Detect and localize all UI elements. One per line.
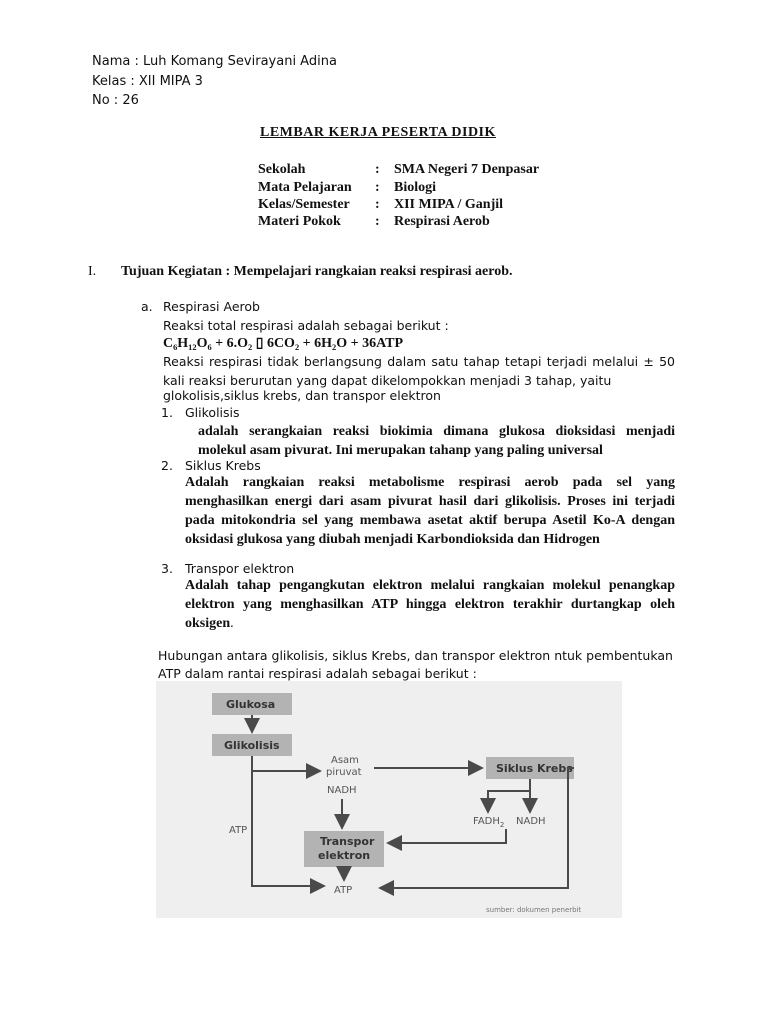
- info-label: Sekolah: [258, 162, 306, 177]
- page-title: LEMBAR KERJA PESERTA DIDIK: [260, 125, 496, 140]
- arrow-fadh-transpor: [388, 829, 506, 843]
- info-value: XII MIPA / Ganjil: [394, 197, 504, 212]
- section-number: I.: [88, 264, 97, 279]
- section-title: Tujuan Kegiatan : Mempelajari rangkaian reaksi respirasi aerob.: [121, 264, 513, 279]
- info-label: Mata Pelajaran: [258, 180, 352, 195]
- sub-a-marker: a.: [141, 299, 153, 314]
- info-colon: :: [375, 162, 380, 177]
- info-label: Materi Pokok: [258, 214, 341, 229]
- student-name: Nama : Luh Komang Sevirayani Adina: [92, 54, 337, 69]
- elektron-label: elektron: [318, 849, 371, 862]
- info-colon: :: [375, 214, 380, 229]
- arrow-krebs-fadh: [488, 779, 530, 812]
- nadh2-label: NADH: [516, 816, 546, 827]
- glukosa-label: Glukosa: [226, 698, 276, 711]
- hubungan-paragraph: Hubungan antara glikolisis, siklus Krebs, dan transpor elektron ntuk pembentukan ATP dalam rantai respirasi adalah sebagai berikut :: [158, 648, 673, 681]
- nadh-label: NADH: [327, 785, 357, 796]
- item-desc-glikolisis: adalah serangkaian reaksi biokimia dimana glukosa dioksidasi menjadi molekul asam pivurat. Ini merupakan tahanp yang paling universal: [198, 424, 675, 458]
- item-number: 1.: [161, 405, 173, 420]
- source-label: sumber: dokumen penerbit: [486, 906, 582, 914]
- item-desc-transpor-tail: .: [230, 616, 234, 631]
- atp-bottom-label: ATP: [334, 885, 353, 896]
- fadh-subscript: 2: [499, 821, 505, 829]
- item-number: 3.: [161, 561, 173, 576]
- sub-a-intro: Reaksi total respirasi adalah sebagai berikut :: [163, 318, 449, 333]
- sub-a-paragraph: Reaksi respirasi tidak berlangsung dalam satu tahap tetapi terjadi melalui ± 50 kali reaksi berurutan yang dapat dikelompokkan menjadi 3 tahap, yaitu: [163, 354, 675, 388]
- sub-a-title: Respirasi Aerob: [163, 299, 260, 314]
- asam-label: Asam: [331, 755, 359, 766]
- item-number: 2.: [161, 458, 173, 473]
- diagram-arrows: [252, 715, 574, 888]
- info-colon: :: [375, 197, 380, 212]
- info-label: Kelas/Semester: [258, 197, 350, 212]
- transpor-label: Transpor: [320, 835, 375, 848]
- glikolisis-label: Glikolisis: [224, 739, 280, 752]
- item-desc-krebs: Adalah rangkaian reaksi metabolisme respirasi aerob pada sel yang menghasilkan energi dari asam pivurat hasil dari glikolisis. Proses ini terjadi pada mitokondria sel yang membawa asetat aktif berupa Asetil Ko-A dengan oksidasi glukosa yang diubah menjadi Karbondioksida dan Hidrogen: [185, 475, 675, 547]
- item-desc-transpor-text: Adalah tahap pengangkutan elektron melalui rangkaian molekul penangkap elektron yang menghasilkan ATP hingga elektron terakhir durtangkap oleh oksigen: [185, 578, 675, 631]
- info-value: SMA Negeri 7 Denpasar: [394, 162, 540, 177]
- arrow-krebs-atp: [380, 768, 574, 888]
- siklus-krebs-label: Siklus Krebs: [496, 762, 573, 775]
- arrow-glikolisis-piruvat: [252, 756, 320, 771]
- student-class: Kelas : XII MIPA 3: [92, 74, 203, 89]
- info-value: Biologi: [394, 180, 437, 195]
- item-title-glikolisis: Glikolisis: [185, 405, 240, 420]
- atp-left-label: ATP: [229, 825, 248, 836]
- fadh-text: FADH: [473, 816, 500, 827]
- item-desc-transpor: [185, 576, 675, 633]
- info-value: Respirasi Aerob: [394, 214, 490, 229]
- fadh-label: [473, 816, 504, 829]
- sub-a-paragraph-end: glokolisis,siklus krebs, dan transpor elektron: [163, 388, 441, 403]
- reaction-equation: C₆H₁₂O₆ + 6.O₂ ▯ 6CO₂ + 6H₂O + 36ATP: [163, 336, 404, 351]
- respiration-diagram: [156, 681, 622, 918]
- student-number: No : 26: [92, 93, 139, 108]
- item-title-transpor: Transpor elektron: [185, 561, 295, 576]
- piruvat-label: piruvat: [326, 767, 362, 778]
- item-title-krebs: Siklus Krebs: [185, 458, 261, 473]
- info-colon: :: [375, 180, 380, 195]
